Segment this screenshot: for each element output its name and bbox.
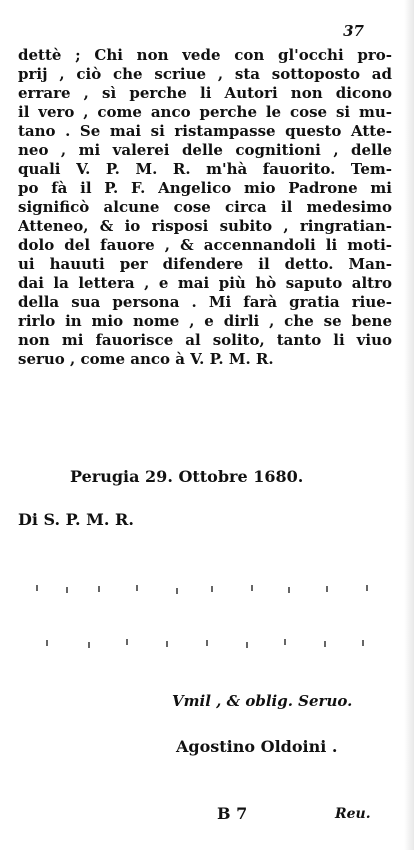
text-line: della sua persona . Mi farà gratia riue- [18,293,392,311]
signature: Agostino Oldoini . [176,737,338,756]
text-line: significò alcune cose circa il medesimo [18,198,392,216]
text-line: po fà il P. F. Angelico mio Padrone mi [18,179,392,197]
text-line: errare , sì perche li Autori non dicono [18,84,392,102]
text-line: quali V. P. M. R. m'hà fauorito. Tem- [18,160,392,178]
text-line: rirlo in mio nome , e dirli , che se bene [18,312,392,330]
text-line: Atteneo, & io risposi subito , ringratian- [18,217,392,235]
bleed-through-marks [26,585,381,655]
text-line: dolo del fauore , & accennandoli li moti- [18,236,392,254]
text-line: neo , mi valerei delle cognitioni , delle [18,141,392,159]
text-line: seruo , come anco à V. P. M. R. [18,350,274,368]
page-number: 37 [343,22,364,40]
closing-formula: Vmil , & oblig. Seruo. [172,692,353,710]
letter-body [18,46,392,369]
dateline: Perugia 29. Ottobre 1680. [70,467,304,486]
text-line: non mi fauorisce al solito, tanto li viuo [18,331,392,349]
salutation: Di S. P. M. R. [18,510,134,529]
signature-mark: B 7 [217,804,248,823]
text-line: ui hauuti per difendere il detto. Man- [18,255,392,273]
text-line: il vero , come anco perche le cose si mu- [18,103,392,121]
text-line: dai la lettera , e mai più hò saputo altro [18,274,392,292]
text-line: tano . Se mai si ristampasse questo Atte- [18,122,392,140]
page-edge-shadow [404,0,414,850]
text-line: dettè ; Chi non vede con gl'occhi pro- [18,46,392,64]
catchword: Reu. [335,806,371,822]
text-line: prij , ciò che scriue , sta sottoposto ad [18,65,392,83]
